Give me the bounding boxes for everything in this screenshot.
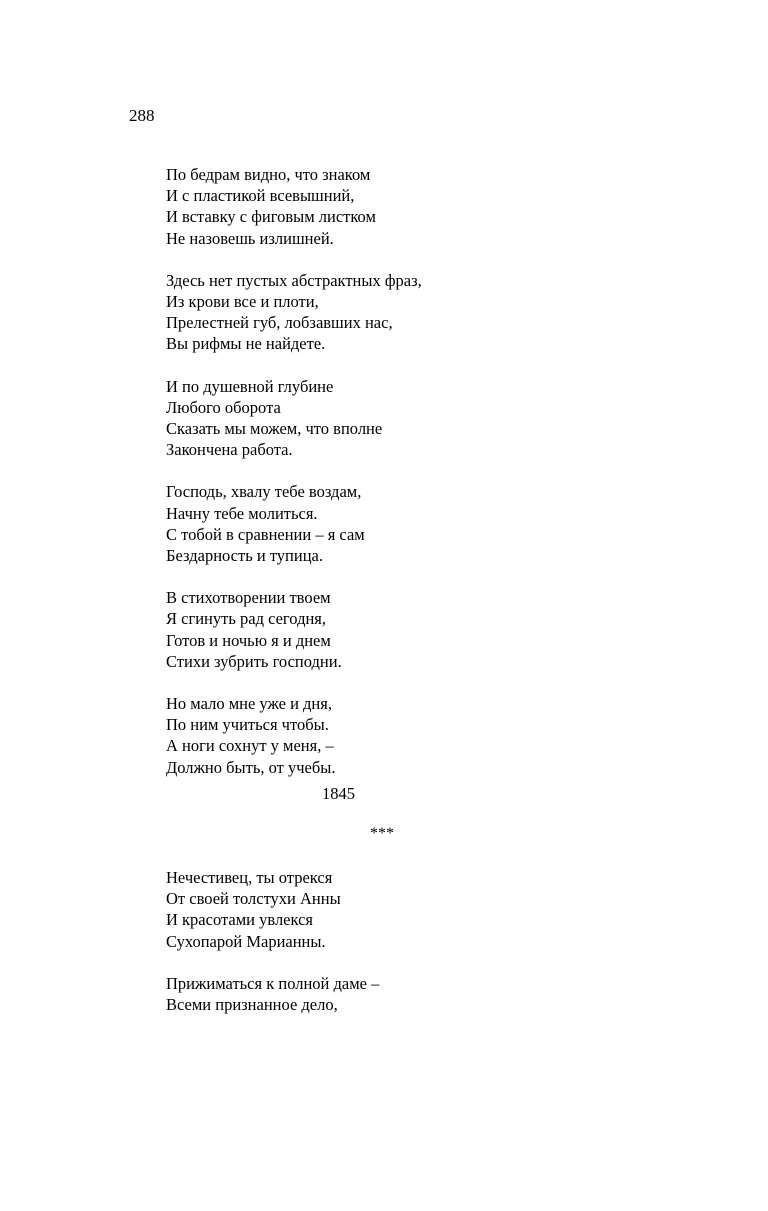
poem-1-stanza-4 <box>166 481 586 566</box>
verse-line: По ним учиться чтобы. <box>166 715 329 735</box>
poem-1-stanza-5 <box>166 587 586 672</box>
verse-line: И красотами увлекся <box>166 910 314 930</box>
verse-line: Стихи зубрить господни. <box>166 651 342 671</box>
poem-1-stanza-6 <box>166 693 586 778</box>
verse-line: Не назовешь излишней. <box>166 228 334 248</box>
verse-line: Любого оборота <box>166 397 281 417</box>
verse-line: Вы рифмы не найдете. <box>166 334 326 354</box>
verse-line: А ноги сохнут у меня, – <box>166 736 334 756</box>
verse-line: Нечестивец, ты отрекся <box>166 868 333 887</box>
page-number: 288 <box>129 106 155 125</box>
poem-2-stanza-1 <box>166 867 586 952</box>
verse-line: И с пластикой всевышний, <box>166 186 355 206</box>
verse-line: Прелестней губ, лобзавших нас, <box>166 313 393 333</box>
verse-line: Должно быть, от учебы. <box>166 757 336 777</box>
verse-line: И вставку с фиговым листком <box>166 207 376 227</box>
poem-1-stanza-1 <box>166 164 586 249</box>
poem-2 <box>166 867 586 1036</box>
poem-1 <box>166 164 586 799</box>
verse-line: Я сгинуть рад сегодня, <box>166 609 327 629</box>
verse-line: И по душевной глубине <box>166 376 334 396</box>
poem-1-stanza-3 <box>166 376 586 461</box>
verse-line: Из крови все и плоти, <box>166 292 319 312</box>
verse-line: Начну тебе молиться. <box>166 503 318 523</box>
verse-line: С тобой в сравнении – я сам <box>166 524 365 544</box>
poem-year: 1845 <box>322 784 355 803</box>
verse-line: Готов и ночью я и днем <box>166 630 331 650</box>
verse-line: В стихотворении твоем <box>166 588 331 608</box>
verse-line: Закончена работа. <box>166 440 293 460</box>
verse-line: От своей толстухи Анны <box>166 889 341 909</box>
verse-line: По бедрам видно, что знаком <box>166 165 371 184</box>
poem-1-stanza-2 <box>166 270 586 355</box>
section-divider: *** <box>370 825 394 842</box>
verse-line: Здесь нет пустых абстрактных фраз, <box>166 270 422 290</box>
verse-line: Прижиматься к полной даме – <box>166 973 380 993</box>
verse-line: Всеми признанное дело, <box>166 995 338 1015</box>
verse-line: Но мало мне уже и дня, <box>166 694 332 714</box>
verse-line: Господь, хвалу тебе воздам, <box>166 482 362 502</box>
verse-line: Сказать мы можем, что вполне <box>166 419 383 439</box>
verse-line: Бездарность и тупица. <box>166 546 323 566</box>
verse-line: Сухопарой Марианны. <box>166 931 326 951</box>
poem-2-stanza-2 <box>166 973 586 1015</box>
